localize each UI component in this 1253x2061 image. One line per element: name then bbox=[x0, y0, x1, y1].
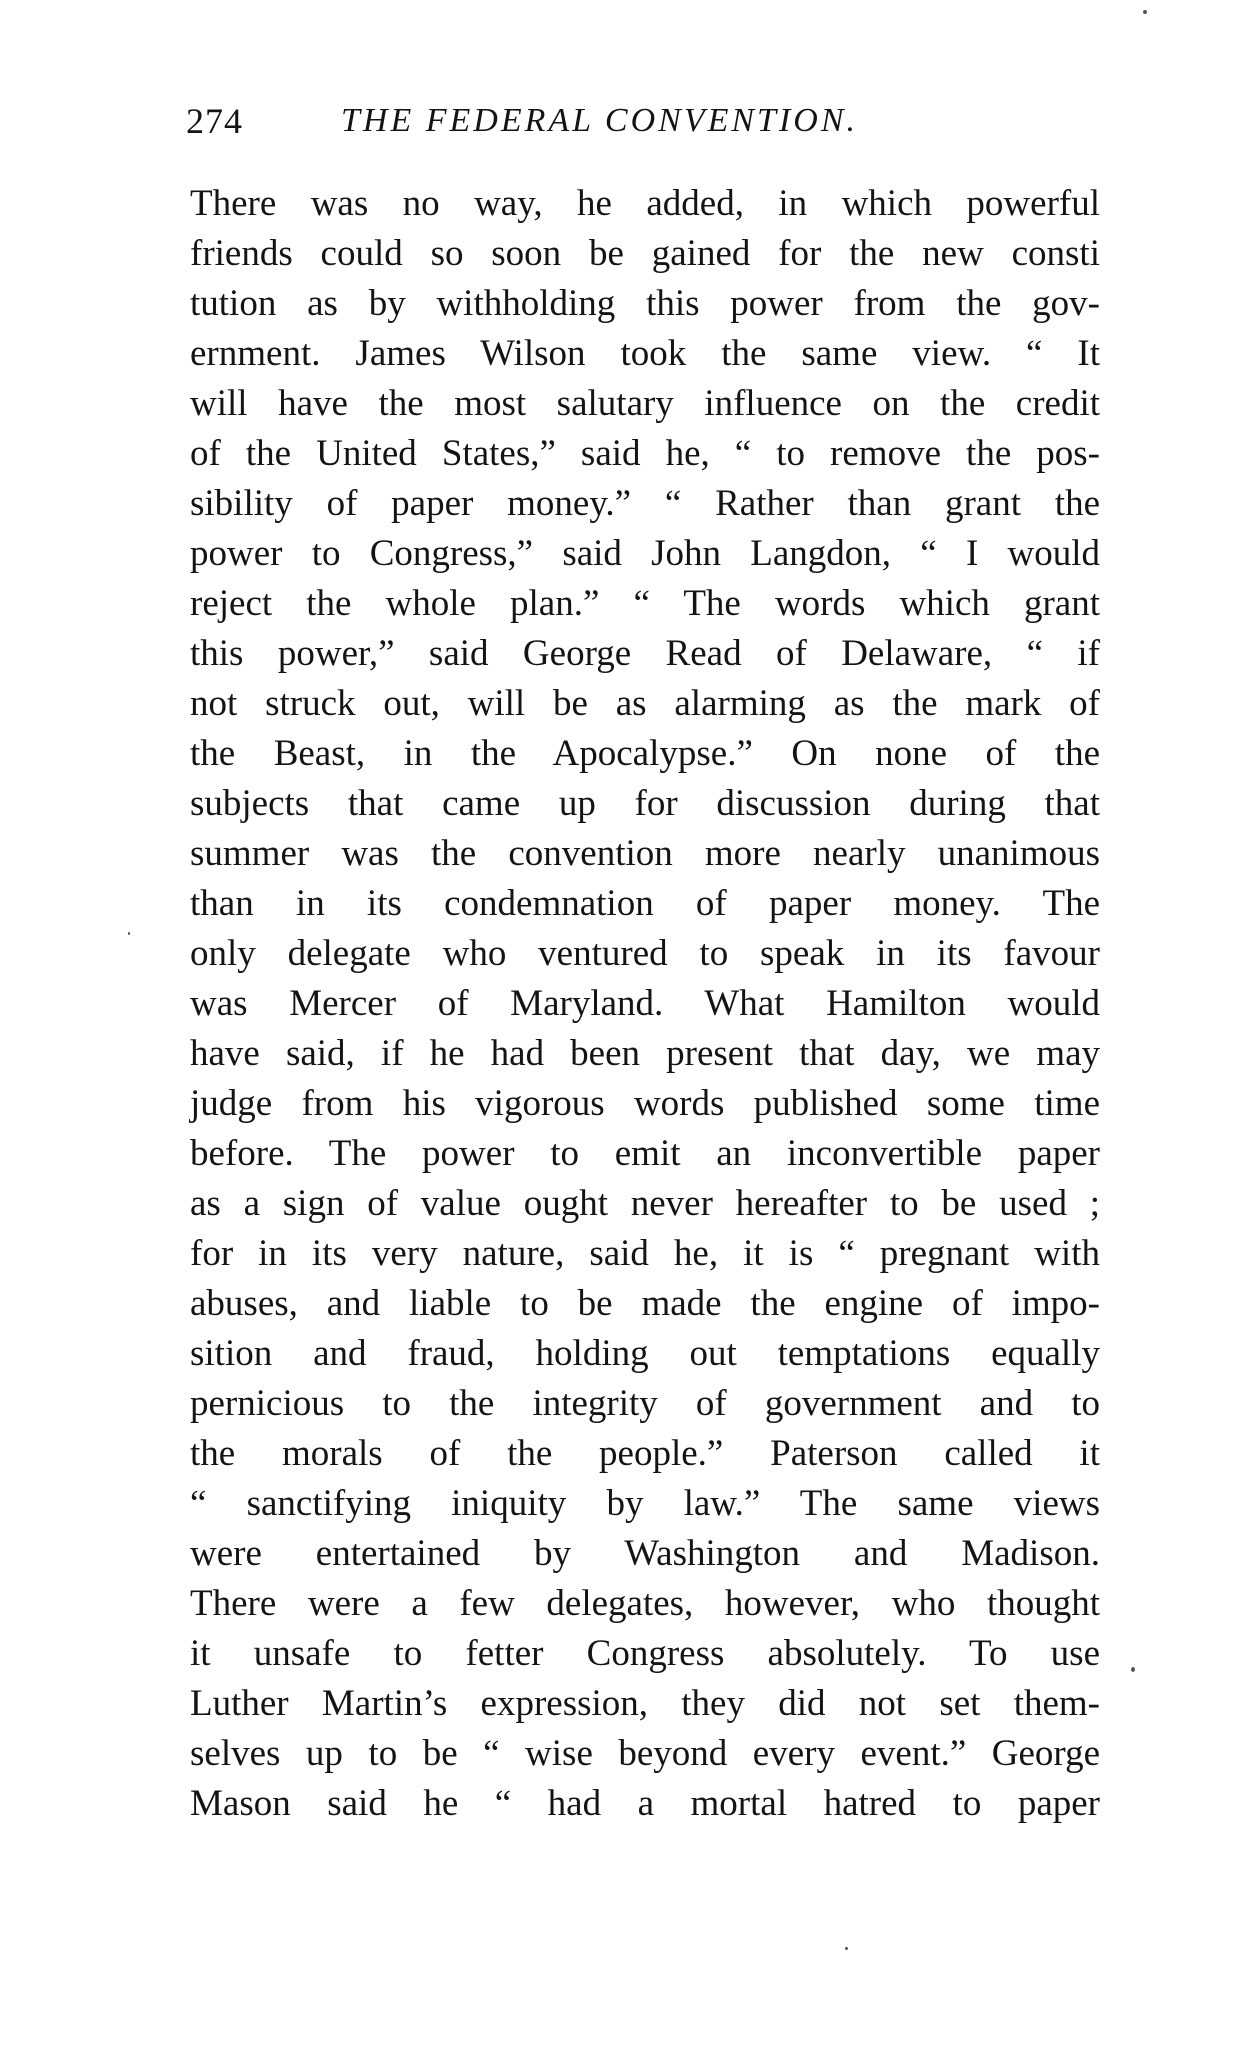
text-line: Luther Martin’s expression, they did not set them- bbox=[190, 1683, 1100, 1724]
text-line: tution as by withholding this power from the gov- bbox=[190, 283, 1100, 324]
page-header bbox=[186, 100, 1106, 150]
paper-speck bbox=[128, 932, 130, 935]
paper-speck bbox=[1131, 1667, 1135, 1672]
text-line: have said, if he had been present that day, we may bbox=[190, 1033, 1100, 1074]
text-line: as a sign of value ought never hereafter to be used ; bbox=[190, 1183, 1100, 1224]
text-line: for in its very nature, said he, it is “ pregnant with bbox=[190, 1233, 1100, 1274]
text-line: of the United States,” said he, “ to remove the pos- bbox=[190, 433, 1100, 474]
page-number: 274 bbox=[186, 101, 243, 141]
text-line: sibility of paper money.” “ Rather than grant the bbox=[190, 483, 1100, 524]
text-line: the Beast, in the Apocalypse.” On none of the bbox=[190, 733, 1100, 774]
text-line: were entertained by Washington and Madison. bbox=[190, 1533, 1100, 1574]
text-line: was Mercer of Maryland. What Hamilton would bbox=[190, 983, 1100, 1024]
text-line: friends could so soon be gained for the new consti bbox=[190, 233, 1100, 274]
body-text bbox=[190, 179, 1100, 1829]
text-line: Mason said he “ had a mortal hatred to paper bbox=[190, 1783, 1100, 1824]
text-line: than in its condemnation of paper money. The bbox=[190, 883, 1100, 924]
text-line: not struck out, will be as alarming as the mark of bbox=[190, 683, 1100, 724]
text-line: ernment. James Wilson took the same view. “ It bbox=[190, 333, 1100, 374]
text-line: this power,” said George Read of Delaware, “ if bbox=[190, 633, 1100, 674]
text-line: will have the most salutary influence on the credit bbox=[190, 383, 1100, 424]
text-line: There were a few delegates, however, who thought bbox=[190, 1583, 1100, 1624]
text-line: before. The power to emit an inconvertible paper bbox=[190, 1133, 1100, 1174]
text-line: reject the whole plan.” “ The words which grant bbox=[190, 583, 1100, 624]
text-line: it unsafe to fetter Congress absolutely. To use bbox=[190, 1633, 1100, 1674]
text-line: only delegate who ventured to speak in its favour bbox=[190, 933, 1100, 974]
text-line: power to Congress,” said John Langdon, “ I would bbox=[190, 533, 1100, 574]
text-line: subjects that came up for discussion during that bbox=[190, 783, 1100, 824]
text-line: There was no way, he added, in which powerful bbox=[190, 183, 1100, 224]
paper-speck bbox=[845, 1947, 848, 1950]
text-line: “ sanctifying iniquity by law.” The same views bbox=[190, 1483, 1100, 1524]
paper-speck bbox=[1143, 10, 1147, 14]
text-line: the morals of the people.” Paterson called it bbox=[190, 1433, 1100, 1474]
text-line: abuses, and liable to be made the engine of impo- bbox=[190, 1283, 1100, 1324]
text-line: judge from his vigorous words published some time bbox=[190, 1083, 1100, 1124]
running-head: THE FEDERAL CONVENTION. bbox=[341, 102, 859, 139]
text-line: summer was the convention more nearly unanimous bbox=[190, 833, 1100, 874]
text-line: selves up to be “ wise beyond every event.” George bbox=[190, 1733, 1100, 1774]
text-line: pernicious to the integrity of government and to bbox=[190, 1383, 1100, 1424]
text-line: sition and fraud, holding out temptations equally bbox=[190, 1333, 1100, 1374]
